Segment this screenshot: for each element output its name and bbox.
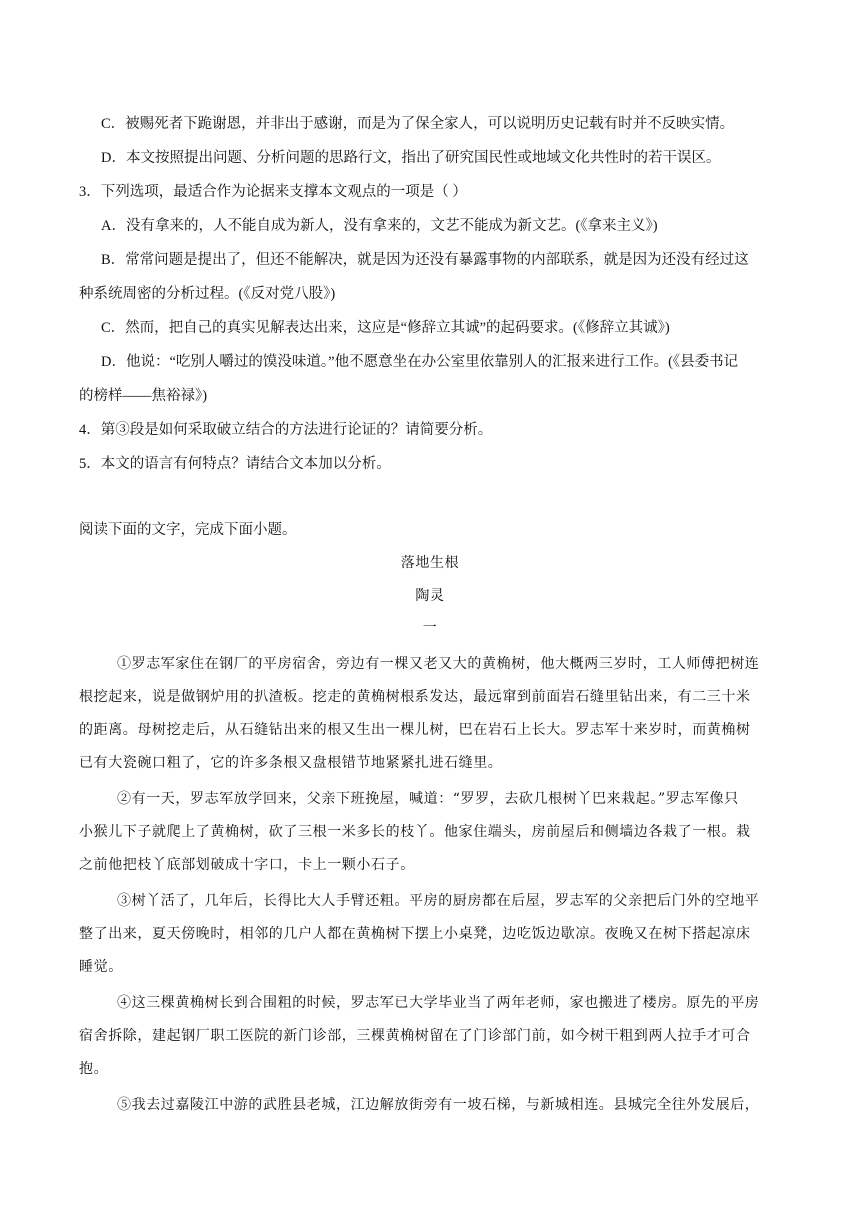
- paragraph-line: ①罗志军家住在钢厂的平房宿舍，旁边有一棵又老又大的黄桷树，他大概两三岁时，工人师傅把树连: [117, 656, 760, 672]
- paragraph-line: ⑤我去过嘉陵江中游的武胜县老城，江边解放街旁有一坡石梯，与新城相连。县城完全往外发展后，: [117, 1097, 760, 1113]
- option-d: D．本文按照提出问题、分析问题的思路行文，指出了研究国民性或地域文化共性时的若干误区。: [101, 150, 721, 166]
- paragraph-line: 小猴儿下子就爬上了黄桷树，砍了三根一米多长的枝丫。他家住端头，房前屋后和侧墙边各栽了一根。栽: [79, 824, 751, 840]
- paragraph-line: ②有一天，罗志军放学回来，父亲下班挽屋，喊道：“罗罗，去砍几根树丫巴来栽起。”罗志军像只: [117, 791, 739, 807]
- article-author: 陶灵: [415, 588, 445, 604]
- question-3: 3．下列选项，最适合作为论据来支撑本文观点的一项是（ ）: [79, 184, 467, 200]
- paragraph-line: 根挖起来，说是做钢炉用的扒渣板。挖走的黄桷树根系发达，最远窜到前面岩石缝里钻出来，有二三十米: [79, 689, 751, 705]
- paragraph-line: 整了出来，夏天傍晚时，相邻的几户人都在黄桷树下摆上小桌凳，边吃饭边歇凉。夜晚又在树下搭起凉床: [79, 926, 751, 942]
- question-4: 4．第③段是如何采取破立结合的方法进行论证的？请简要分析。: [79, 422, 493, 438]
- article-section-number: 一: [422, 620, 438, 636]
- question-3-option-d-line2: 的榜样——焦裕禄》): [79, 388, 208, 404]
- paragraph-line: 抱。: [79, 1061, 109, 1077]
- article-title: 落地生根: [400, 555, 460, 571]
- paragraph-line: 已有大瓷碗口粗了，它的许多条根又盘根错节地紧紧扎进石缝里。: [79, 755, 503, 771]
- option-c: C．被赐死者下跪谢恩，并非出于感谢，而是为了保全家人，可以说明历史记载有时并不反映实情。: [101, 116, 735, 132]
- question-5: 5．本文的语言有何特点？请结合文本加以分析。: [79, 456, 391, 472]
- paragraph-line: ③树丫活了，几年后，长得比大人手臂还粗。平房的厨房都在后屋，罗志军的父亲把后门外的空地平: [117, 893, 760, 909]
- paragraph-line: 的距离。母树挖走后，从石缝钻出来的根又生出一棵儿树，巴在岩石上长大。罗志军十来岁时，而黄桷树: [79, 722, 751, 738]
- paragraph-line: 之前他把枝丫底部划破成十字口，卡上一颗小石子。: [79, 857, 415, 873]
- question-3-option-c: C．然而，把自己的真实见解表达出来，这应是“修辞立其诚”的起码要求。(《修辞立其诚》): [101, 320, 670, 336]
- question-3-option-d-line1: D．他说：“吃别人嚼过的馍没味道。”他不愿意坐在办公室里依靠别人的汇报来进行工作。(《县委书记: [101, 354, 739, 370]
- question-3-option-b-line1: B．常常问题是提出了，但还不能解决，就是因为还没有暴露事物的内部联系，就是因为还没有经过这: [101, 252, 749, 268]
- paragraph-line: 宿舍拆除，建起钢厂职工医院的新门诊部，三棵黄桷树留在了门诊部门前，如今树干粗到两人拉手才可合: [79, 1028, 751, 1044]
- question-3-option-a: A．没有拿来的，人不能自成为新人，没有拿来的，文艺不能成为新文艺。(《拿来主义》): [101, 218, 658, 234]
- paragraph-line: 睡觉。: [79, 959, 123, 975]
- question-3-option-b-line2: 种系统周密的分析过程。(《反对党八股》): [79, 286, 336, 302]
- reading-instruction: 阅读下面的文字，完成下面小题。: [79, 522, 297, 538]
- paragraph-line: ④这三棵黄桷树长到合围粗的时候，罗志军已大学毕业当了两年老师，家也搬进了楼房。原先的平房: [117, 995, 760, 1011]
